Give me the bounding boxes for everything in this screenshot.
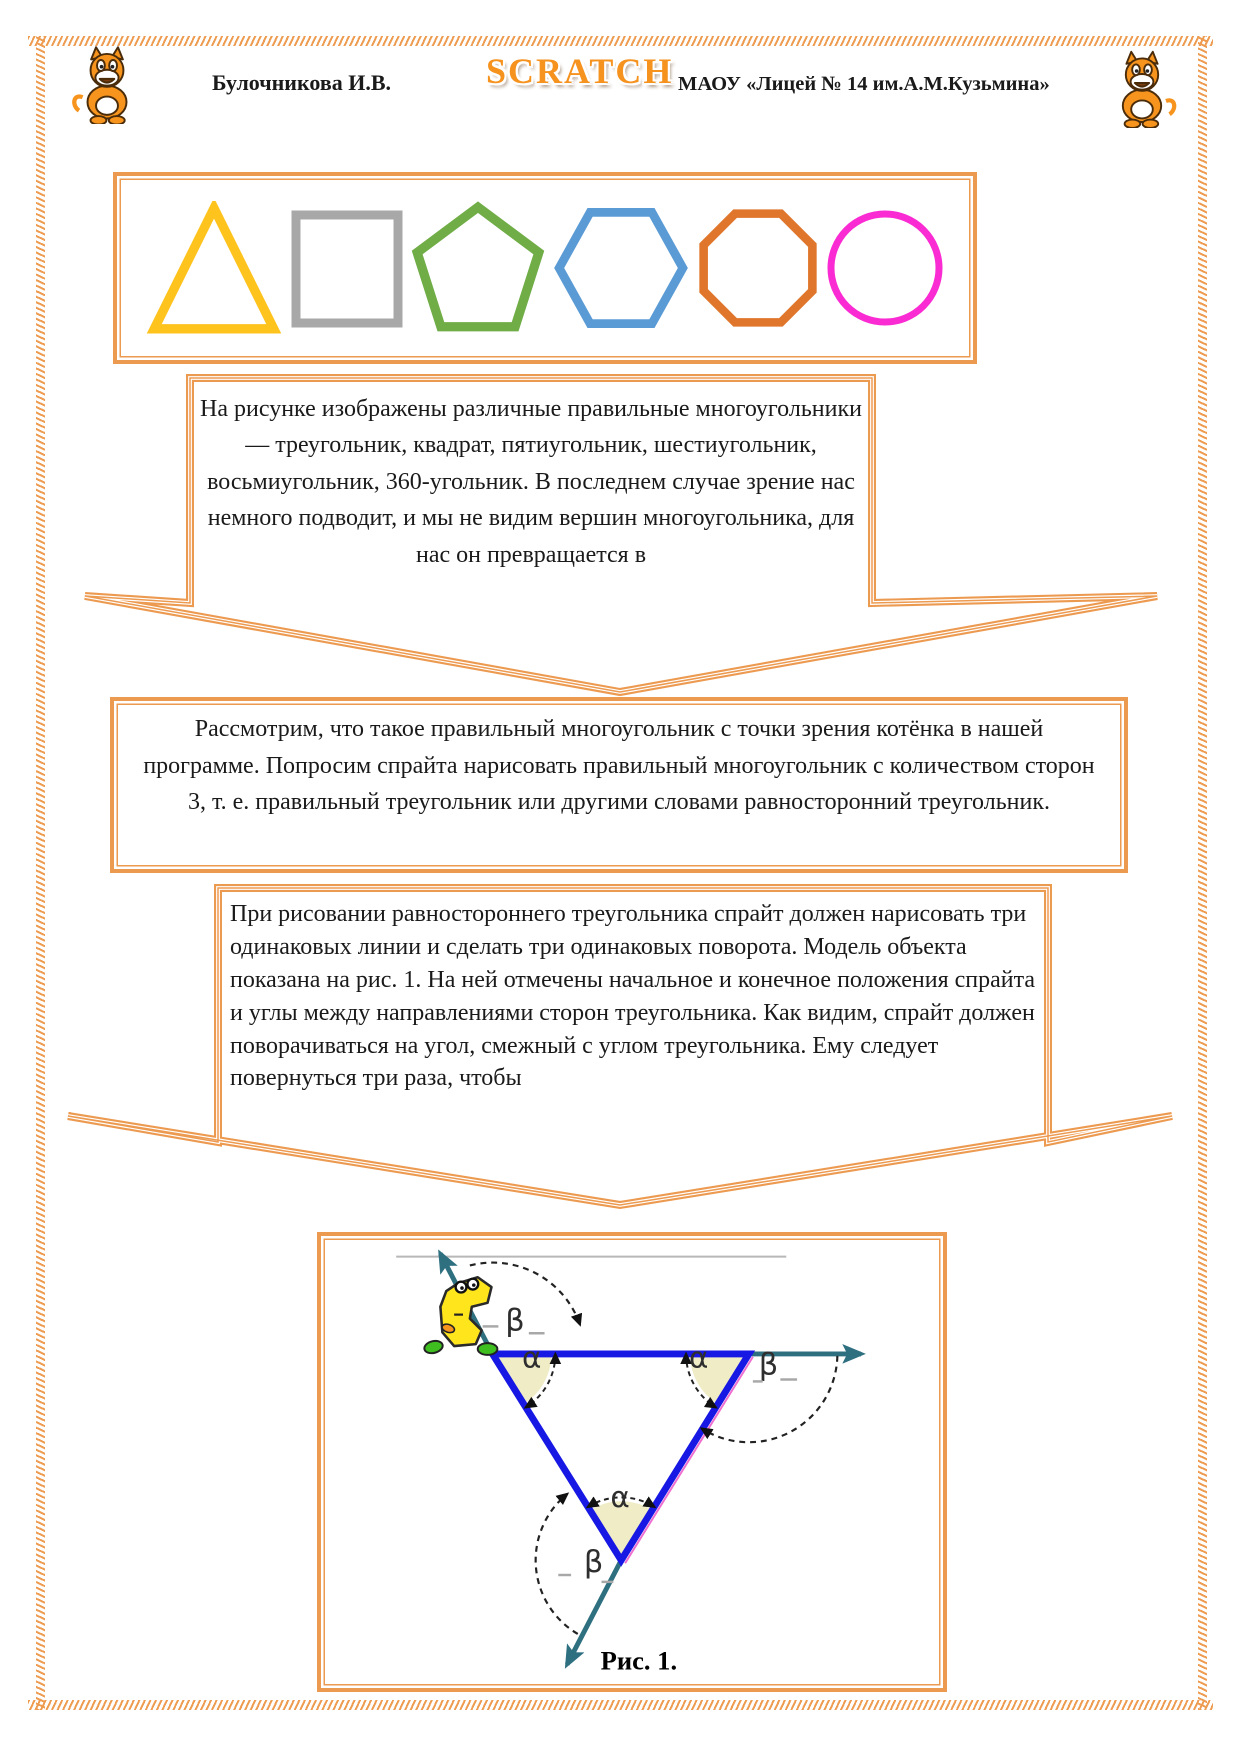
alpha-label-right: α [688, 1340, 709, 1375]
callout3-text: При рисовании равностороннего треугольника спрайт должен нарисовать три одинаковых линии и сделать три одинаковых поворота. Модель объекта показана на рис. 1. На ней отмечены начальное и конечное положения спрайта и углы между направлениями сторон треугольника. Как видим, спрайт должен поворачиваться на угол, смежный с углом треугольника. Ему следует повернуться три раза, чтобы [230, 901, 1036, 1092]
shapes-panel [113, 172, 977, 364]
page-border-bottom [28, 1700, 1213, 1710]
shape-hexagon-icon [551, 201, 691, 335]
page-border-right [1198, 36, 1207, 1710]
octagon-shape [703, 214, 812, 323]
sprite-duck-icon [423, 1277, 497, 1355]
scratch-cat-icon [70, 46, 144, 124]
figure-frame [317, 1232, 947, 1692]
page-border-top [28, 36, 1213, 46]
figure-rys1 [321, 1236, 943, 1688]
figure-caption: Рис. 1. [600, 1645, 678, 1676]
circle-shape [831, 214, 939, 322]
alpha-label-left: α [521, 1340, 542, 1375]
alpha-label-bottom: α [610, 1480, 630, 1515]
beta-label-start: β [505, 1303, 525, 1339]
triangle-shape [154, 208, 274, 329]
page-border-left [36, 36, 45, 1710]
beta-label-right: β [758, 1347, 779, 1383]
edge-accent-line [625, 1357, 753, 1563]
callout1-text: На рисунке изображены различные правильные многоугольники — треугольник, квадрат, пятиугольник, шестиугольник, восьмиугольник, 360-угольник. В последнем случае зрение нас немного подводит, и мы не видим вершин многоугольника, для нас он превращается в [200, 396, 862, 568]
header-author: Булочникова И.В. [212, 70, 391, 95]
hexagon-shape [559, 212, 683, 323]
shape-square-icon [288, 201, 406, 335]
box2-text: Рассмотрим, что такое правильный многоугольник с точки зрения котёнка в нашей программе. Попросим спрайта нарисовать правильный многоугольник с количеством сторон 3, т. е. правильный треугольник или другими словами равносторонний треугольник. [143, 716, 1095, 816]
beta-arc-bottom [536, 1494, 578, 1634]
pentagon-shape [418, 207, 540, 327]
beta-label-bottom: β [583, 1545, 604, 1581]
scratch-cat-icon [1106, 50, 1178, 128]
header-school: МАОУ «Лицей № 14 им.А.М.Кузьмина» [678, 73, 1050, 95]
scratch-logo: SCRATCH [486, 51, 674, 91]
shape-pentagon-icon [411, 201, 545, 335]
shape-circle-icon [825, 201, 945, 335]
shape-octagon-icon [696, 201, 820, 335]
shape-triangle-icon [145, 201, 283, 335]
square-shape [296, 215, 398, 323]
